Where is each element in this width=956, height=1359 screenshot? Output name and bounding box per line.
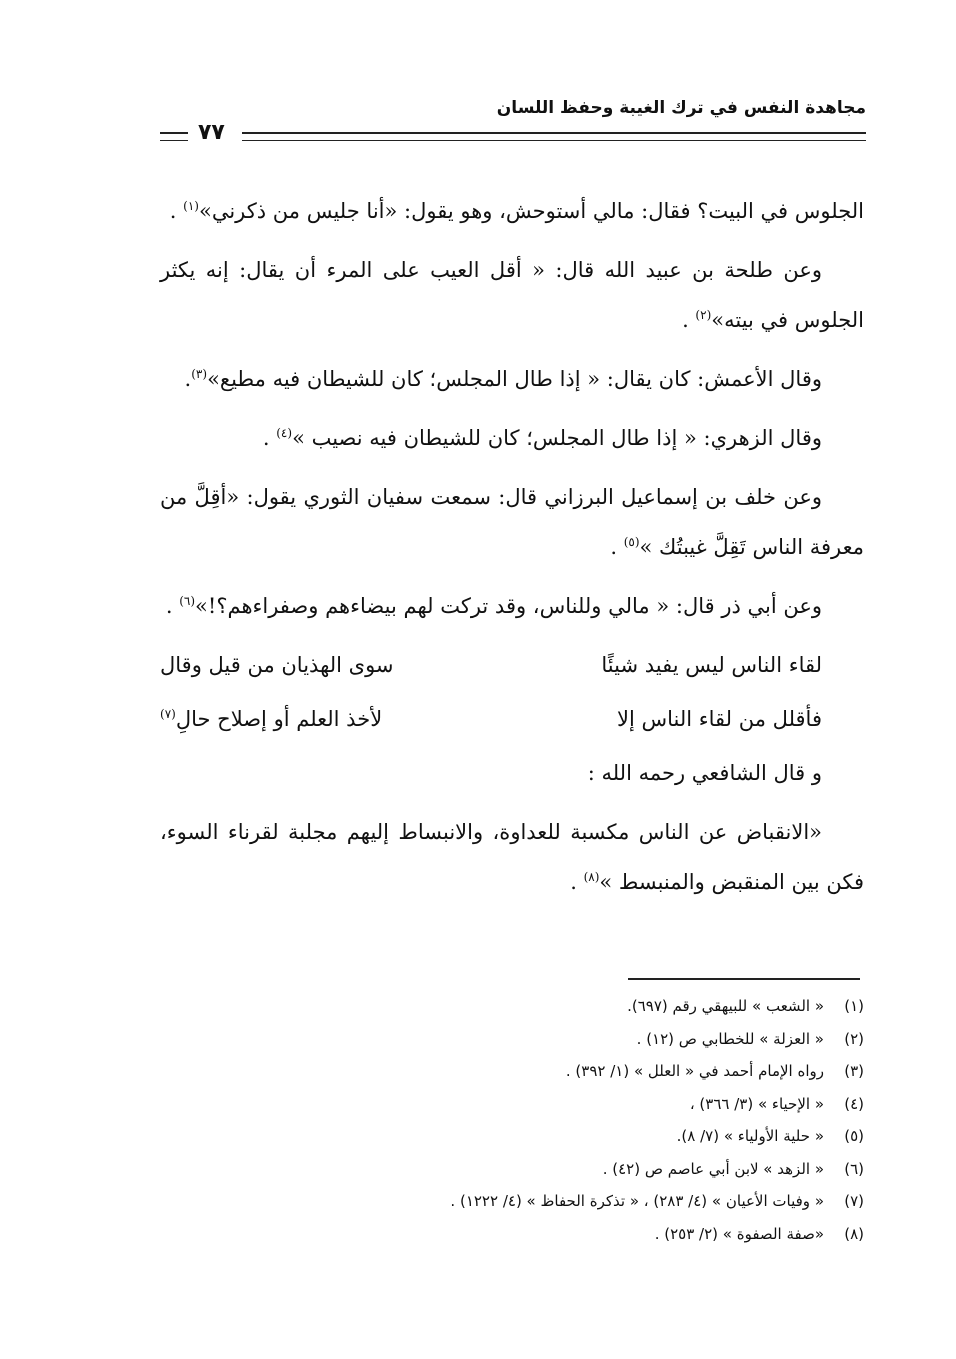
page-number: ٧٧ (198, 120, 225, 145)
footnote-text: « الشعب » للبيهقي رقم (٦٩٧). (627, 997, 824, 1015)
paragraph (160, 581, 864, 631)
paragraph-end: . (169, 199, 184, 223)
footnote-text: « وفيات الأعيان » (٤/ ٢٨٣) ، « تذكرة الحفاظ » (٤/ ١٢٢٢) . (450, 1192, 824, 1210)
footnote-number: (٢) (844, 1029, 864, 1048)
footnote-number: (٨) (844, 1224, 864, 1243)
paragraph (160, 807, 864, 907)
footnote-number: (١) (844, 997, 864, 1015)
header-rule-long (242, 132, 866, 141)
running-title: مجاهدة النفس في ترك الغيبة وحفظ اللسان (496, 98, 866, 118)
footnote (160, 990, 864, 1023)
footnote-ref: (١) (183, 199, 199, 213)
footnote-ref: (٣) (191, 367, 208, 381)
paragraph-end: . (610, 535, 624, 559)
paragraph (160, 186, 864, 236)
header-rule (160, 120, 866, 146)
footnote-text: « حلية الأولياء » (٧/ ٨). (676, 1127, 824, 1145)
footnote (160, 1185, 864, 1218)
paragraph-text: وعن طلحة بن عبيد الله قال: « أقل العيب على المرء أن يقال: إنه يكثر الجلوس في بيته» (160, 258, 864, 332)
footnote-text: «صفة الصفوة » (٢/ ٢٥٣) . (654, 1224, 824, 1243)
footnote-ref: (٥) (623, 535, 640, 549)
footnote (160, 1153, 864, 1186)
footnote-text: « الإحياء » (٣/ ٣٦٦) ، (689, 1094, 824, 1113)
footnote-separator (628, 978, 860, 980)
main-text (160, 186, 864, 916)
paragraph-text: و قال الشافعي رحمه الله : (587, 761, 822, 785)
verse-first-hemistich: فأقلل من لقاء الناس إلا (617, 707, 822, 731)
verse-second-hemistich (160, 694, 498, 744)
paragraph-text: وقال الزهري: « إذا طال المجلس؛ كان للشيطان فيه نصيب » (292, 426, 822, 450)
footnote-text: « الزهد » لابن أبي عاصم ص (٤٢) . (602, 1159, 824, 1178)
footnote-text: رواه الإمام أحمد في « العلل » (١/ ٣٩٢) . (565, 1062, 824, 1080)
paragraph-end: . (184, 367, 192, 391)
footnote-number: (٣) (844, 1062, 864, 1080)
poem-verse (160, 694, 864, 744)
paragraph-end: . (570, 870, 584, 894)
footnote-ref: (٧) (160, 707, 176, 721)
footnote (160, 1055, 864, 1088)
paragraph-text: وعن خلف بن إسماعيل البرزاني قال: سمعت سفيان الثوري يقول: «أقِلَّ من معرفة الناس تَقِلَّ غيبتُك » (160, 485, 864, 559)
footnote (160, 1023, 864, 1056)
footnote-number: (٦) (844, 1159, 864, 1178)
footnote-ref: (٨) (583, 870, 600, 884)
paragraph (160, 748, 864, 798)
paragraph-text: وعن أبي ذر قال: « مالي وللناس، وقد تركت لهم بيضاءهم وصفراءهم؟!» (195, 594, 822, 618)
footnote-text: « العزلة » للخطابي ص (١٢) . (636, 1029, 824, 1048)
verse-text: لأخذ العلم أو إصلاح حالِ (175, 707, 383, 731)
verse-second-hemistich: سوى الهذيان من قيل وقال (160, 653, 394, 677)
paragraph-text: «الانقباض عن الناس مكسبة للعداوة، والانبساط إليهم مجلبة لقرناء السوء، فكن بين المنقبض والمنبسط » (160, 820, 864, 894)
poem-verse (160, 640, 864, 690)
footnote-ref: (٤) (276, 426, 293, 440)
footnote-ref: (٦) (179, 594, 196, 608)
verse-first-hemistich: لقاء الناس ليس يفيد شيئًا (601, 653, 822, 677)
footnote-number: (٥) (844, 1127, 864, 1145)
footnote-number: (٤) (844, 1094, 864, 1113)
footnote (160, 1120, 864, 1153)
header-rule-short (160, 132, 188, 141)
footnote (160, 1088, 864, 1121)
footnote (160, 1218, 864, 1251)
paragraph-text: وقال الأعمش: كان يقال: « إذا طال المجلس؛ كان للشيطان فيه مطيع» (207, 367, 822, 391)
paragraph-end: . (262, 426, 277, 450)
paragraph-end: . (165, 594, 180, 618)
paragraph (160, 472, 864, 572)
footnotes (160, 990, 864, 1250)
paragraph-end: . (682, 308, 696, 332)
paragraph (160, 413, 864, 463)
paragraph (160, 354, 864, 404)
paragraph-text: الجلوس في البيت؟ فقال: مالي أستوحش، وهو يقول: «أنا جليس من ذكرني» (198, 199, 864, 223)
footnote-ref: (٢) (695, 308, 712, 322)
paragraph (160, 245, 864, 345)
footnote-number: (٧) (844, 1192, 864, 1210)
